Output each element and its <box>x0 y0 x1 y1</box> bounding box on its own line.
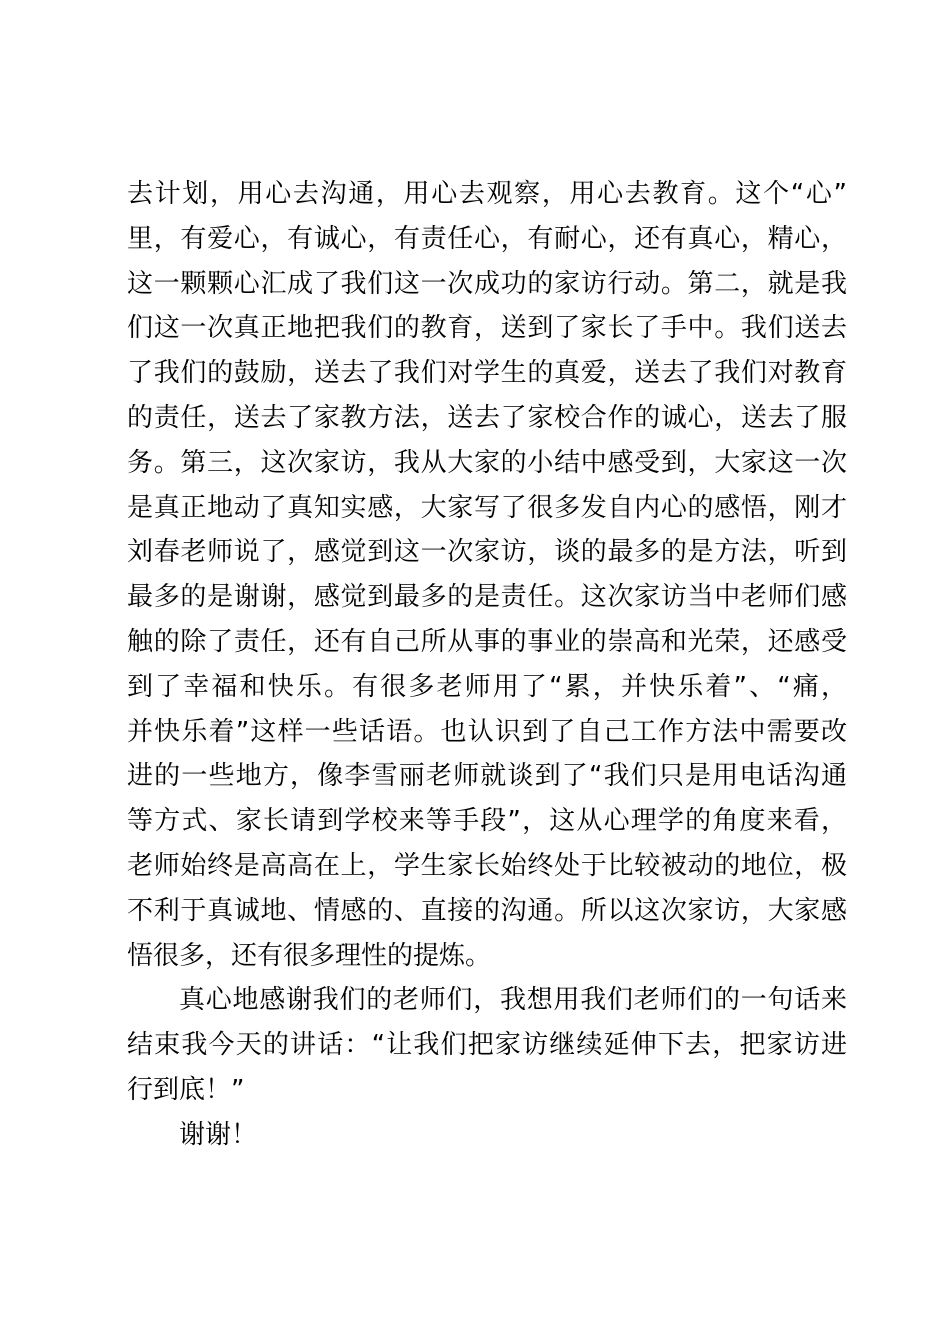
body-text <box>127 172 847 1158</box>
paragraph-line: 了我们的鼓励，送去了我们对学生的真爱，送去了我们对教育 <box>127 358 847 389</box>
paragraph-line: 去计划，用心去沟通，用心去观察，用心去教育。这个“心” <box>127 179 847 209</box>
paragraph-line: 真心地感谢我们的老师们，我想用我们老师们的一句话来 <box>179 985 847 1016</box>
paragraph-line: 们这一次真正地把我们的教育，送到了家长了手中。我们送去 <box>127 313 847 344</box>
paragraph-line: 不利于真诚地、情感的、直接的沟通。所以这次家访，大家感 <box>127 895 847 926</box>
paragraph-line: 是真正地动了真知实感，大家写了很多发自内心的感悟，刚才 <box>127 492 847 523</box>
paragraph-line: 里，有爱心，有诚心，有责任心，有耐心，还有真心，精心， <box>127 223 847 254</box>
paragraph-line: 这一颗颗心汇成了我们这一次成功的家访行动。第二，就是我 <box>127 268 847 299</box>
paragraph <box>127 172 847 978</box>
paragraph <box>127 1113 847 1158</box>
paragraph <box>127 978 847 1112</box>
paragraph-line: 到了幸福和快乐。有很多老师用了“累，并快乐着”、“痛， <box>127 671 847 702</box>
paragraph-line: 并快乐着”这样一些话语。也认识到了自己工作方法中需要改 <box>127 716 847 747</box>
paragraph-line: 行到底！” <box>127 1074 245 1105</box>
paragraph-line: 最多的是谢谢，感觉到最多的是责任。这次家访当中老师们感 <box>127 582 847 613</box>
paragraph-line: 等方式、家长请到学校来等手段”，这从心理学的角度来看， <box>127 806 847 837</box>
paragraph-line: 务。第三，这次家访，我从大家的小结中感受到，大家这一次 <box>127 447 847 478</box>
paragraph-line: 结束我今天的讲话：“让我们把家访继续延伸下去，把家访进 <box>127 1030 847 1061</box>
paragraph-line: 悟很多，还有很多理性的提炼。 <box>127 940 492 971</box>
paragraph-line: 的责任，送去了家教方法，送去了家校合作的诚心，送去了服 <box>127 402 847 433</box>
paragraph-line: 老师始终是高高在上，学生家长始终处于比较被动的地位，极 <box>127 850 847 881</box>
paragraph-line: 进的一些地方，像李雪丽老师就谈到了“我们只是用电话沟通 <box>127 761 847 792</box>
paragraph-line: 触的除了责任，还有自己所从事的事业的崇高和光荣，还感受 <box>127 626 847 657</box>
paragraph-line: 谢谢！ <box>179 1119 258 1150</box>
paragraph-line: 刘春老师说了，感觉到这一次家访，谈的最多的是方法，听到 <box>127 537 847 568</box>
